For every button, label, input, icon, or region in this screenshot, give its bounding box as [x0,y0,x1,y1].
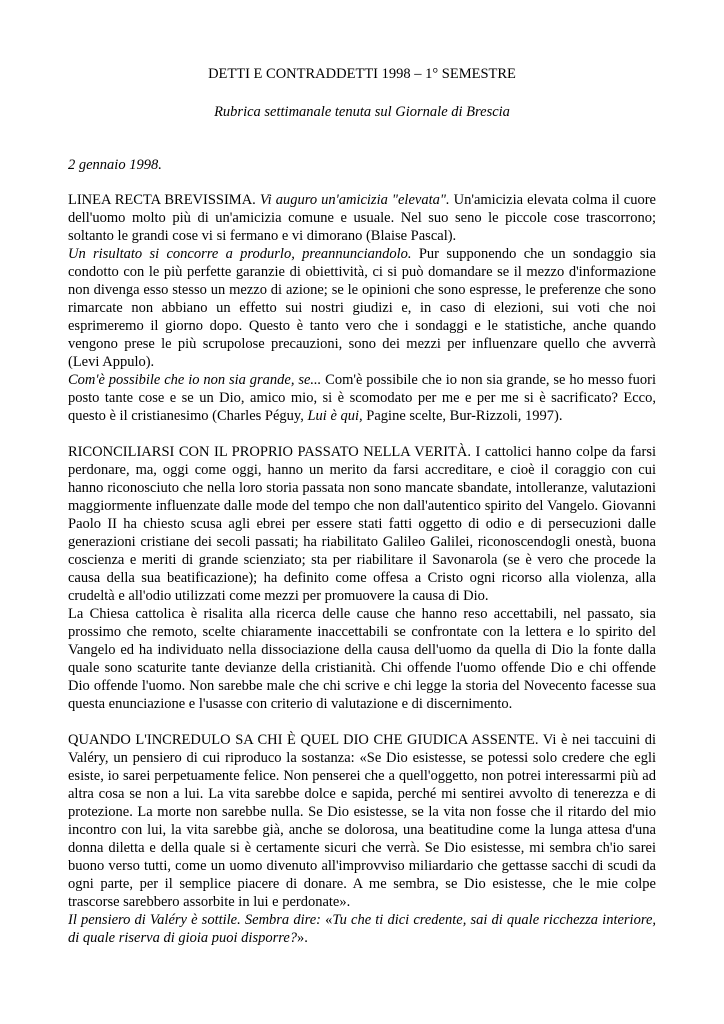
paragraph-gap [68,713,656,731]
italic-lead: Un risultato si concorre a produrlo, preannunciandolo. [68,246,412,262]
paragraph-valery-comment [68,911,656,947]
italic-quote: Vi auguro un'amicizia "elevata". [259,192,450,208]
section-heading: LINEA RECTA BREVISSIMA. [68,192,260,208]
paragraph-linea-recta [68,191,656,245]
paragraph-text: Pur supponendo che un sondaggio sia condotto con le più perfette garanzie di obiettività, ci si può domandare se il mezzo d'informazione non divenga esso stesso un mezzo di azione; se le opinioni che sono espresse, le preferenze che sono rimarcate non abbiano un effetto sui nostri giudizi e, in caso di elezioni, sui voti che noi esprimeremo il giorno dopo. Questo è tanto vero che i sondaggi e le statistiche, anche quando vengono prese le più scrupolose precauzioni, sono dei mezzi per influenzare quello che avverrà (Levi Appulo). [68,246,656,370]
paragraph-chiesa: La Chiesa cattolica è risalita alla ricerca delle cause che hanno reso accettabili, nel passato, sia prossimo che remoto, scelte chiaramente inaccettabili se confrontate con la lettera e lo spirito del Vangelo ed ha individuato nella dissociazione della causa dell'uomo da quella di Dio la fonte dalla quale sono scaturite tante devianze della cristianità. Chi offende l'uomo offende Dio e chi offende Dio offende l'uomo. Non sarebbe male che chi scrive e chi legge la storia del Novecento facesse sua questa enunciazione e l'usasse con criterio di valutazione e di discernimento. [68,606,656,712]
paragraph-text: Pagine scelte, Bur-Rizzoli, 1997). [362,408,563,424]
paragraph-valery: QUANDO L'INCREDULO SA CHI È QUEL DIO CHE GIUDICA ASSENTE. Vi è nei taccuini di Valéry, un pensiero di cui riproduco la sostanza: «Se Dio esistesse, se potessi solo credere che egli esiste, io sarei perpetuamente felice. Non penserei che a quell'oggetto, non potrei interessarmi più ad altra cosa se non a lui. La vita sarebbe dolce e sapida, perché mi sentirei avvolto di tenerezza e di protezione. La morte non sarebbe nulla. Se Dio esistesse, se la vita non fosse che il ritardo del mio incontro con lui, la vita sarebbe già, anche se dolorosa, una beatitudine come la lunga attesa d'una donna diletta e della quale si è certamente sicuri che verrà. Se Dio esistesse, mi sembra ch'io sarei buono verso tutti, come un uomo divenuto all'improvviso miliardario che gettasse sacchi di scudi da ogni parte, per il semplice piacere di donare. A me sembra, se Dio esistesse, che le mie colpe trascorse sarebbero assorbite in lui e perdonate». [68,732,656,910]
quote-close: ». [297,930,308,946]
italic-quote: Tu che ti dici credente, sai di quale ricchezza interiore, di quale riserva di gioia puoi disporre? [68,912,657,946]
paragraph-peguy [68,371,656,425]
paragraph-text: Com'è possibile che io non sia grande, se ho messo fuori posto tante cose e se un Dio, amico mio, si è scomodato per me e per me si è sacrificato? Ecco, questo è il cristianesimo (Charles Péguy, [68,372,656,424]
italic-lead: Il pensiero di Valéry è sottile. Sembra dire: [68,912,326,928]
paragraph-sondaggio [68,245,656,371]
paragraph-text: Un'amicizia elevata colma il cuore dell'uomo molto più di un'amicizia comune e usuale. Nel suo seno le piccole cose trascorrono; soltanto le grandi cose vi si fermano e vi dimorano (Blaise Pascal). [68,192,656,244]
paragraph-gap [68,425,656,443]
document-body [68,191,656,947]
document-subtitle: Rubrica settimanale tenuta sul Giornale di Brescia [214,104,510,120]
document-title: DETTI E CONTRADDETTI 1998 – 1° SEMESTRE [208,66,516,82]
italic-lead: Com'è possibile che io non sia grande, se... [68,372,322,388]
quote-open: « [325,912,333,928]
book-title: Lui è qui, [307,408,363,424]
paragraph-riconciliarsi: RICONCILIARSI CON IL PROPRIO PASSATO NELLA VERITÀ. I cattolici hanno colpe da farsi perdonare, ma, oggi come oggi, hanno un merito da farsi accreditare, e cioè il coraggio con cui hanno riconosciuto che nella loro storia passata non sono mancate sbandate, intolleranze, valutazioni maggiormente influenzate dalle mode del tempo che non dall'autentico spirito del Vangelo. Giovanni Paolo II ha chiesto scusa agli ebrei per essere stati fatti oggetto di odio e di persecuzioni dalle generazioni cristiane dei secoli passati; ha riabilitato Galileo Galilei, riconoscendogli onestà, buona coscienza e meriti di grande scienziato; sta per riabilitare il Savonarola (se è vero che procede la causa della sua beatificazione); ha definito come offesa a Cristo ogni ricorso alla violenza, alla crudeltà e all'odio utilizzati come mezzi per promuovere la causa di Dio. [68,444,656,604]
entry-date: 2 gennaio 1998. [68,157,162,173]
